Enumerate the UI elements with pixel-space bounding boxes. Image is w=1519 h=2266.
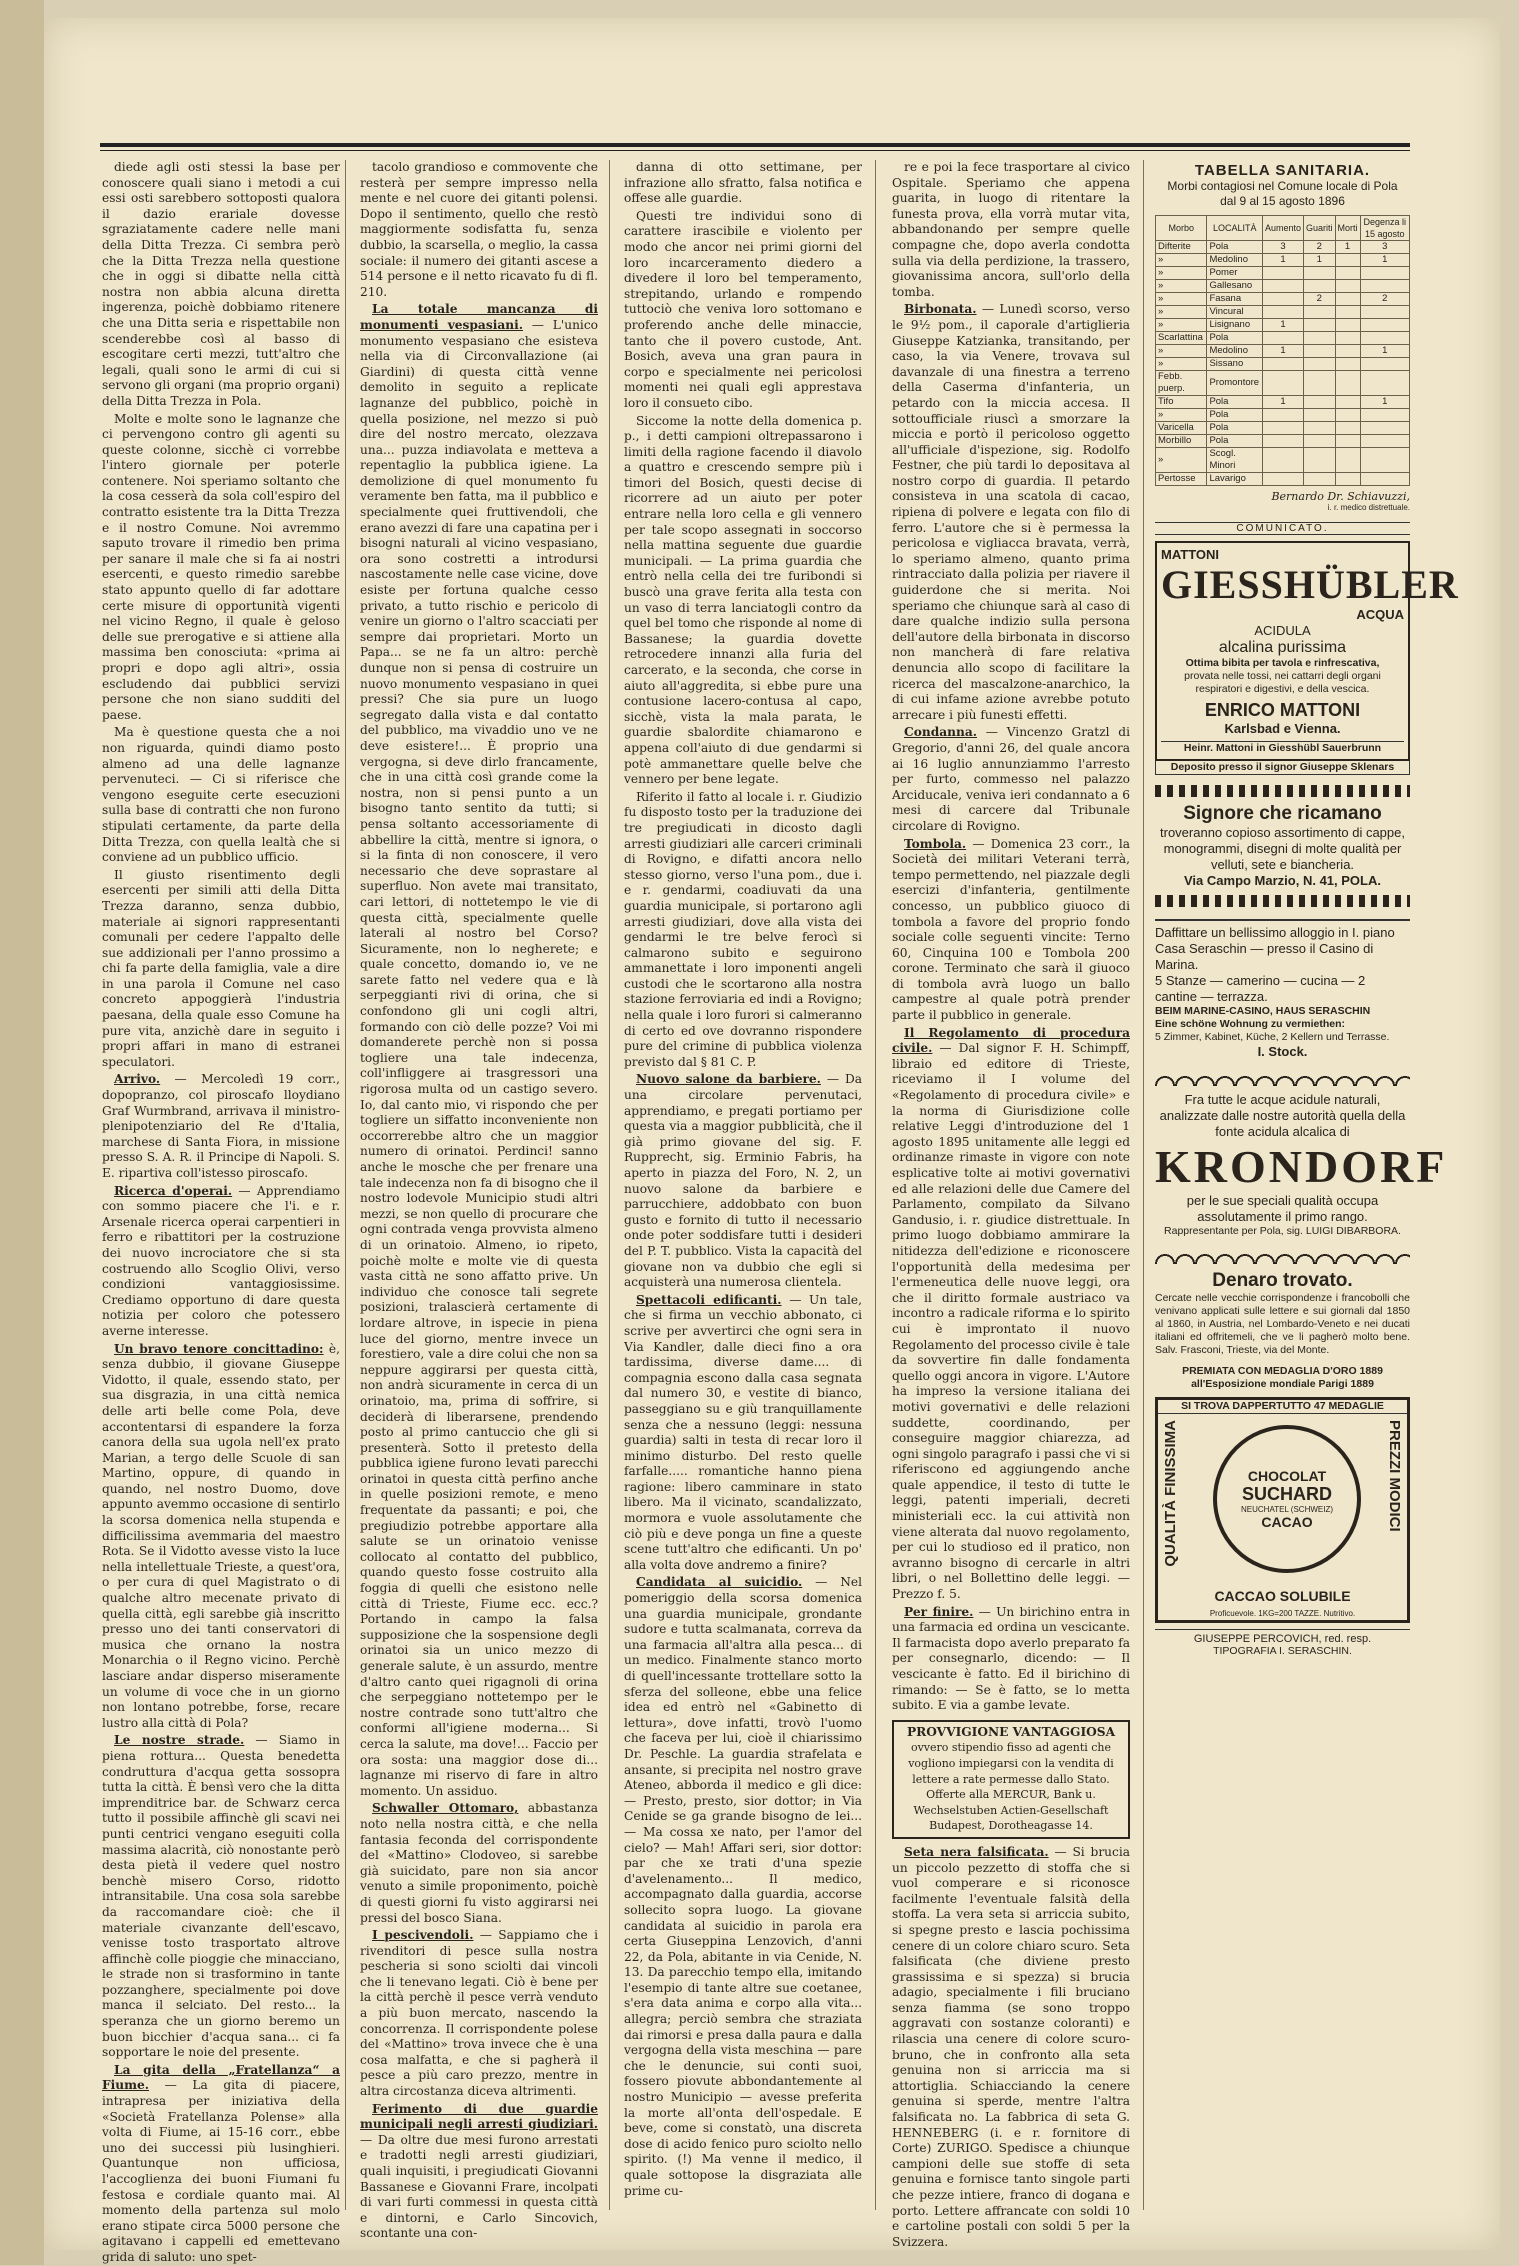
suchard-left: QUALITÀ FINISSIMA — [1162, 1420, 1179, 1567]
table-cell — [1262, 306, 1303, 319]
news-item-heading: La gita della „Fratellanza“ a Fiume. — [102, 2062, 340, 2093]
table-cell: » — [1156, 293, 1207, 306]
table-cell: » — [1156, 448, 1207, 473]
column-1 — [102, 160, 341, 2264]
suchard-top: SI TROVA DAPPERTUTTO 47 MEDAGLIE — [1158, 1400, 1407, 1414]
table-cell — [1262, 332, 1303, 345]
suchard-c1: CHOCOLAT — [1247, 1468, 1327, 1484]
mattoni-line: Heinr. Mattoni in Giesshübl Sauerbrunn — [1161, 741, 1404, 755]
editor-line: GIUSEPPE PERCOVICH, red. resp. — [1155, 1629, 1410, 1645]
news-item-text: — Mercoledì 19 corr., dopopranzo, col piroscafo lloydiano Graf Wurmbrand, arrivava il ministro-plenipotenziario del Re d'Italia, marchese di Santa Fiora, in missione presso S. A. R. il Principe di Napoli. S. E. ripartiva coll'istesso piroscafo. — [102, 1072, 340, 1180]
table-cell — [1335, 267, 1360, 280]
affitto-line: 5 Zimmer, Kabinet, Küche, 2 Kellern und Terrasse. — [1155, 1031, 1390, 1043]
news-item — [892, 1605, 1130, 1714]
mattoni-line: Karlsbad e Vienna. — [1224, 721, 1341, 736]
table-cell: 1 — [1262, 254, 1303, 267]
table-cell — [1335, 409, 1360, 422]
table-row — [1156, 396, 1410, 409]
news-item-heading: I pescivendoli. — [372, 1928, 474, 1943]
table-cell — [1304, 267, 1336, 280]
suchard-prem: PREMIATA CON MEDAGLIA D'ORO 1889 all'Esposizione mondiale Parigi 1889 — [1182, 1365, 1383, 1390]
table-cell: » — [1156, 306, 1207, 319]
suchard-c2: SUCHARD — [1242, 1484, 1332, 1504]
table-cell — [1262, 409, 1303, 422]
table-cell: Difterite — [1156, 241, 1207, 254]
table-cell — [1360, 319, 1409, 332]
table-cell — [1335, 345, 1360, 358]
table-cell: Pola — [1207, 409, 1263, 422]
table-header-cell: LOCALITÀ — [1207, 216, 1263, 241]
table-row — [1156, 473, 1410, 486]
news-item-text: — L'unico monumento vespasiano che esisteva nella via di Circonvallazione (ai Giardini) di questa città venne demolito in seguito a replicate lagnanze del pubblico, poichè in quella posizione, nel mezzo si può dire del nostro mercato, olezzava una... puzza indiavolata e metteva a repentaglio la pubblica igiene. La demolizione di quel monumento fu veramente ben fatta, ma il pubblico e specialmente quei fruttivendoli, che erano avezzi di fare una capatina per i bisogni naturali al vicino vespasiano, ora sono costretti a introdursi nascostamente nelle case vicine, dove esiste per fortuna qualche cesso privato, a tutto rischio e pericolo di venire un giorno o l'altro scacciati per sempre dai proprietari. Morto un Papa... se ne fa un altro: perchè dunque non si pensa di costruire un nuovo monumento vespasiano in quei pressi? Che sia pure un luogo segregato dalla vista e dal contatto del pubblico, ma vivaddio uno ve ne deve esistere!... È proprio una vergogna, si deve dirlo francamente, che in una città così grande come la nostra, non si pensi punto a un bisogno tanto sentito da tutti; si pensa soltanto accessoriamente di abbellire la città, mentre si ignora, o si la finta di non conoscere, il vero necessario che deve soprastare al superfluo. Non avete mai transitato, cari lettori, di nottetempo le vie di questa città, specialmente quelle laterali al nostro bel Corso? Sicuramente, non lo negherete; e quale concetto, domando io, ve ne sarete fatto nel vedere qua e là serpeggianti rivi di orina, che si confondono gli uni cogli altri, formando con ciò delle pozze? Voi mi domanderete perchè non si possa togliere una tale indecenza, coll'infliggere ai trasgressori una rigorosa multa od un castigo severo. Io, dal canto mio, vi rispondo che per togliere un siffatto inconveniente non occorrerebbe altro che un maggior numero di orinatoi. Perdinci! sanno anche le mosche che per frenare una tale indecenza non fa di bisogno che il nostro lodevole Municipio studi altri mezzi, se non quello di procurare che ogni contrada venga provvista almeno di un orinatoio. Almeno, io ripeto, poichè molte e molte vie di questa vasta città ne sono affatto prive. Un individuo che conosce tali segrete posizioni, tralascierà certamente di lordare altrove, in ispecie in piena luce del giorno, mentre invece un forestiero, vale a dire colui che non sa neppure aggirarsi per questa città, non andrà sicuramente in cerca di un orinatoio, ma, prima di soffrire, si deciderà di liberarsene, prendendo posto al primo cantuccio che gli si presenterà. Sotto il pretesto della pubblica igiene furono levati parecchi orinatoi in questa città perfino anche in quelle posizioni remote, e meno frequentate da passanti; e poi, che pregiudizio potrebbe apportare alla salute se un orinatoio venisse collocato al contatto del pubblico, quando questo fosse costruito alla foggia di quelli che esistono nelle città di Trieste, Fiume ecc. ecc.? Portando in campo la falsa supposizione che la sospensione degli orinatoi sia un unico mezzo di generale salute, è un assurdo, mentre d'altro canto quei rigagnoli di orina che serpeggiano nottetempo per le nostre contrade sono tutt'altro che conformi all'igiene moderna... Si cerca la salute, ma dove!... Faccio per ora sosta: una maggior dose di... lagnanze mi riservo di fare in altro momento. Un assiduo. — [360, 317, 599, 1798]
table-cell — [1335, 319, 1360, 332]
news-item-heading: Ferimento di due guardie municipali negli arresti giudiziari. — [360, 2101, 598, 2132]
table-cell: Pertosse — [1156, 473, 1207, 486]
column-4 — [892, 160, 1130, 2249]
article-paragraph: tacolo grandioso e commovente che resterà per sempre impresso nella mente e nel cuore dei gitanti polensi. Dopo il sentimento, quello che restò maggiormente sodisfatta fu, senza dubbio, la scarsella, o meglio, la cassa sociale: il numero dei gitanti ascese a 514 persone e il netto ricavato fu di fl. 210. — [360, 160, 598, 299]
table-cell: » — [1156, 345, 1207, 358]
krondorf-text: per le sue speciali qualità occupa assolutamente il primo rango. — [1186, 1193, 1379, 1224]
table-row — [1156, 306, 1410, 319]
sanitary-table-subtitle: Morbi contagiosi nel Comune locale di Pola — [1167, 179, 1398, 193]
table-cell: » — [1156, 409, 1207, 422]
signature-title: i. r. medico distrettuale. — [1327, 503, 1410, 512]
table-row — [1156, 293, 1410, 306]
table-cell — [1360, 371, 1409, 396]
table-cell — [1335, 422, 1360, 435]
ornament-divider — [1155, 785, 1410, 797]
table-cell: » — [1156, 358, 1207, 371]
table-header-cell: Morti — [1335, 216, 1360, 241]
article-paragraph: Ma è questione questa che a noi non riguarda, quindi diamo posto almeno ad una delle lagnanze pervenuteci. — Ci si riferisce che vengono eseguite certe esecuzioni sulla base di contratti che non furono stipulati certamente, da parte della Ditta Trezza, con quella lealtà che si conviene ad un pubblico ufficio. — [102, 725, 340, 865]
table-cell: » — [1156, 319, 1207, 332]
news-item — [624, 1575, 862, 2199]
table-row — [1156, 358, 1410, 371]
table-cell: 2 — [1304, 293, 1336, 306]
table-cell: Tifo — [1156, 396, 1207, 409]
news-item-text: — Vincenzo Gratzl di Gregorio, d'anni 26, del quale ancora ai 16 luglio annunziammo l'arresto per furto, commesso nel palazzo Arciducale, veniva ieri condannato a 6 mesi di carcere dal Tribunale circolare di Rovigno. — [892, 725, 1130, 833]
table-header-cell: Aumento — [1262, 216, 1303, 241]
table-row — [1156, 409, 1410, 422]
table-cell — [1335, 280, 1360, 293]
article-paragraph: danna di otto settimane, per infrazione allo sfratto, falsa notifica e offese alle guardie. — [624, 160, 862, 206]
table-cell: 2 — [1360, 293, 1409, 306]
news-item-text: — Sappiamo che i rivenditori di pesce sulla nostra pescheria si sono sciolti dai vincoli che li tenevano legati. Ciò è bene per la città perchè il pesce verrà venduto a più buon mercato, nascendo la concorrenza. Il corrispondente polese del «Mattino» trova invece che è una cosa malfatta, e che si pagherà il pesce a più caro prezzo, mentre in altra circostanza diceva altrimenti. — [360, 1928, 598, 2099]
ornament-divider — [1155, 895, 1410, 907]
mattoni-line: provata nelle tossi, nei cattarri degli organi respiratori e digestivi, e della vescica. — [1184, 670, 1381, 695]
article-paragraph: Questi tre individui sono di carattere irascibile e violento per modo che ancor nei primi giorni del loro incarceramento diedero a divedere il loro bel temperamento, strepitando, urlando e rompendo tuttociò che veniva loro sottomano e proferendo anche delle minaccie, tanto che il povero custode, Ant. Bosich, aveva una gran paura in corpo e specialmente nei pericolosi momenti nei quali egli apprestava loro il consueto cibo. — [624, 208, 862, 410]
news-item — [892, 1845, 1130, 2250]
table-cell — [1335, 358, 1360, 371]
mattoni-ad — [1155, 541, 1459, 761]
signature: Bernardo Dr. Schiavuzzi, — [1271, 490, 1410, 503]
mattoni-line: ACQUA — [1356, 607, 1404, 622]
table-cell: Pola — [1207, 422, 1263, 435]
ornament-wave — [1155, 1244, 1410, 1264]
table-cell — [1304, 345, 1336, 358]
news-item — [892, 302, 1130, 723]
column-3 — [624, 160, 862, 2220]
table-cell — [1304, 306, 1336, 319]
article-paragraph: re e poi la fece trasportare al civico Ospitale. Speriamo che appena guarita, in luogo di ritentare la funesta prova, ella vorrà mutar vita, abbandonando per sempre quelle compagne che, dopo averla condotta sulla via della perdizione, la trassero, giovanissima ancora, sull'orlo della tomba. — [892, 160, 1130, 299]
table-cell — [1360, 409, 1409, 422]
table-cell: Fasana — [1207, 293, 1263, 306]
page-edge — [0, 0, 44, 2265]
suchard-ad — [1155, 1397, 1410, 1623]
news-item — [892, 837, 1130, 1024]
news-item-heading: Un bravo tenore concittadino: — [114, 1341, 324, 1356]
news-item-text: — Da una circolare pervenutaci, apprendiamo, e pregati portiamo per questa via a maggior pubblicità, che il già primo giovane del sig. F. Rupprecht, sig. Erminio Fabris, ha aperto in piazza del Foro, N. 2, un nuovo salone da barbiere e parrucchiere, addobbato con buon gusto e fornito di tutto il necessario onde poter soddisfare tutti i desideri del P. T. pubblico. Vista la capacità del giovane non va dubbio che egli si acquisterà una numerosa clientela. — [624, 1072, 862, 1290]
table-cell — [1304, 422, 1336, 435]
table-cell: Pola — [1207, 332, 1263, 345]
table-cell: Sissano — [1207, 358, 1263, 371]
table-row — [1156, 371, 1410, 396]
sanitary-table-title: TABELLA SANITARIA. — [1194, 162, 1371, 179]
table-cell: Lisignano — [1207, 319, 1263, 332]
news-item — [102, 1184, 340, 1340]
sanitary-table-dates: dal 9 al 15 agosto 1896 — [1220, 194, 1345, 208]
news-item-heading: Schwaller Ottomaro, — [372, 1801, 519, 1816]
news-item-heading: Condanna. — [904, 725, 977, 740]
table-cell: 1 — [1262, 319, 1303, 332]
table-cell: 2 — [1304, 241, 1336, 254]
news-item-heading: Le nostre strade. — [114, 1733, 245, 1748]
table-cell — [1304, 409, 1336, 422]
news-item — [102, 1342, 340, 1732]
news-item-heading: Candidata al suicidio. — [636, 1575, 803, 1590]
news-item-text: — Lunedì scorso, verso le 9½ pom., il caporale d'artiglieria Giuseppe Katzianka, transitando, per caso, la via Venere, trovava sul davanzale di una finestra a terreno della Caserma d'infanteria, un petardo con la miccia accesa. Il sottoufficiale riuscì a smorzare la miccia e portò il pericoloso oggetto all'ufficiale d'ispezione, sig. Rodolfo Festner, che più tardi lo depositava al nostro corpo di guardia. Il petardo consisteva in una scatola di cacao, ripiena di polvere e legata con filo di ferro. L'autore che si è permessa la pericolosa e vigliacca bravata, verrà, lo speriamo almeno, quanto prima rintracciato dalla polizia per riavere il guiderdone che si merita. Noi speriamo che chiunque sarà al caso di dare qualche indizio sulla persona dell'autore della birbonata in discorso non mancherà di fare relativa denuncia allo scopo di facilitare la ricerca del mascalzone-anarchico, la di cui infame azione avrebbe potuto arrecare i più funesti effetti. — [892, 302, 1130, 722]
mattoni-line: ACIDULA — [1254, 623, 1311, 638]
article-paragraph: Riferito il fatto al locale i. r. Giudizio fu disposto tosto per la traduzione dei tre pregiudicati in dicosto dagli arresti giudiziari alle carceri criminali di Rovigno, e difatti ancora nello stesso giorno, verso l'una pom., due i. e r. gendarmi, coadiuvati da una guardia municipale, si portarono agli arresti giudiziari, dove alla vista dei gendarmi le tre belve ferocì si calmarono subito e seguirono ammanettate i loro imponenti angeli custodi che le scortarono alla nostra stazione ferroviaria ed indi a Rovigno; nella quale i loro furori si calmeranno di certo ed ove dovranno rispondere pure del crimine di pubblica violenza previsto dal § 81 C. P. — [624, 789, 862, 1069]
provvigione-text: ovvero stipendio fisso ad agenti che vogliono impiegarsi con la vendita di lettere a rate permesse dallo Stato. Offerte alla MERCUR, Bank u. Wechselstuben Actien-Gesellschaft Budapest, Dorotheagasse 14. — [908, 1741, 1114, 1833]
table-row — [1156, 345, 1410, 358]
table-header-cell: Degenza li 15 agosto — [1360, 216, 1409, 241]
giesshubler-logo: GIESSHÜBLER — [1161, 562, 1459, 607]
news-item-heading: Ricerca d'operai. — [114, 1183, 233, 1198]
table-cell: 1 — [1335, 241, 1360, 254]
table-cell: Varicella — [1156, 422, 1207, 435]
news-item-text: — Nel pomeriggio della scorsa domenica una guardia municipale, grondante sudore e tutta scalmanata, correva da una farmacia all'altra alla pesca... di un medico. Finalmente stanco morto di quell'incessante trottellare sotto la sferza del solleone, ebbe una felice idea ed entrò nel «Gabinetto di lettura», dove infatti, trovò l'uomo che faceva per lui, cioè il chiarissimo Dr. Peschle. La guardia strafelata e ansante, si precipita nel nostro grave Ateneo, abborda il medico e gli dice: — Presto, presto, sior dottor; in Via Cenide se ga grande bisogno de lei... — Ma cossa xe nato, per l'amor del cielo? — Mah! Affari seri, sior dottor: par che xe trati d'una spezie d'avelenamento... Il medico, accompagnato dalla guardia, accorse sollecito sopra luogo. La giovane candidata al suicidio in parola era certa Giuseppina Lenzovich, d'anni 22, da Pola, abitante in via Cenide, N. 13. Da parecchio tempo ella, imitando l'esempio di tante altre sue coetanee, s'era data anima e corpo alla vita... allegra; perciò sembra che straziata dai rimorsi e presa dalla paura e dalla vergogna della vista meschina — pare che le denuncie, sui conti suoi, fossero piovute abbondantemente al nostro Municipio — avesse preferita la morte all'onta dell'ospedale. E beve, come si constatò, una discreta dose di acido fenico puro sciolto nello spirito. (!) Ma venne il medico, il quale sottopose la disgraziata alle prime cu- — [624, 1575, 862, 2198]
table-cell — [1360, 448, 1409, 473]
column-separator — [875, 160, 876, 2210]
table-cell: 1 — [1360, 345, 1409, 358]
table-cell: Febb. puerp. — [1156, 371, 1207, 396]
table-cell — [1335, 396, 1360, 409]
news-item-text: — Si brucia un piccolo pezzetto di stoffa che si vuol comperare e si riconosce facilmente l'eventuale falsità della stoffa. La vera seta si arriccia subito, si spegne presto e lascia pochissima cenere di un colore chiaro scuro. Seta falsificata (che diviene presto grassissima e si spezza) si brucia adagio, specialmente i fili bruciano senza fiamma (se sono troppo aggravati con sostanze coloranti) e rilascia una cenere di colore scuro-bruno, che in confronto alla seta genuina non si arriccia ma si attortiglia. Schiacciando la cenere genuina si sperde, mentre l'altra falsificata no. La fabbrica di seta G. HENNEBERG (i. e r. fornitore di Corte) ZURIGO. Spedisce a chiunque campioni delle sue stoffe di seta genuina e fornisce tanto singole parti che pezze intiere, franco di dogana e porto. Lettere affrancate con soldi 10 e cartoline postali con soldi 5 per la Svizzera. — [892, 1844, 1130, 2249]
article-paragraph: Molte e molte sono le lagnanze che ci pervengono contro gli agenti su queste colonne, sicchè ci vorrebbe l'intero giornale per poterle contenere. Noi speriamo soltanto che la cosa cesserà da sola coll'espiro del contratto esistente tra la Ditta Trezza e il nostro Comune. Noi avremmo saputo trovare il rimedio ben prima per sanare il male che si fa ai nostri esercenti, e questo rimedio sarebbe stato appunto quello di far adottare certe misure di opportunità vigenti nel vicino Regno, il quale è geloso delle sue prerogative e si attiene alla massima ben conosciuta: «prima ai propri e dopo agli altri», ossia escludendo dai pubblici servizi persone che non siano sudditi del paese. — [102, 411, 340, 722]
ricamo-address: Via Campo Marzio, N. 41, POLA. — [1184, 873, 1381, 888]
table-row — [1156, 422, 1410, 435]
top-rule-thin — [100, 150, 1410, 151]
table-row — [1156, 280, 1410, 293]
suchard-seal — [1213, 1425, 1361, 1573]
table-cell: Pola — [1207, 241, 1263, 254]
table-cell — [1304, 435, 1336, 448]
news-item-heading: Il Regolamento di procedura civile. — [892, 1025, 1130, 1056]
news-item — [624, 1072, 862, 1290]
table-cell: Promontore — [1207, 371, 1263, 396]
affitto-line: I. Stock. — [1257, 1044, 1308, 1059]
table-cell — [1262, 435, 1303, 448]
table-cell — [1335, 473, 1360, 486]
table-cell: Vincural — [1207, 306, 1263, 319]
table-cell: Scogl. Minori — [1207, 448, 1263, 473]
suchard-bottom2: Proficuevole. 1KG=200 TAZZE. Nutritivo. — [1209, 1609, 1356, 1618]
table-cell: 3 — [1360, 241, 1409, 254]
table-row — [1156, 254, 1410, 267]
table-row — [1156, 448, 1410, 473]
table-cell — [1262, 358, 1303, 371]
article-paragraph: diede agli osti stessi la base per conoscere quali siano i metodi a cui essi osti sarebbero sottoposti qualora il dazio erariale dovesse sgraziatamente cadere nelle mani della Ditta Trezza. Ci sembra però che la Ditta Trezza nella questione che in oggi si dibatte nella città nostra non abbia alcuna diretta ingerenza, poichè dobbiamo ritenere che una Ditta seria e rispettabile non scenderebbe così al basso di escogitare certi mezzi, tutt'altro che legali, quali sono le armi di cui si servono gli organi (ma proprio organi) della Ditta Trezza in Pola. — [102, 160, 340, 408]
mattoni-line: Ottima bibita per tavola e rinfrescativa, — [1185, 657, 1380, 669]
suchard-c3: NEUCHATEL (SCHWEIZ) — [1241, 1505, 1333, 1514]
news-item — [102, 2063, 340, 2266]
news-item — [360, 302, 598, 1799]
article-paragraph: Il giusto risentimento degli esercenti per simili atti della Ditta Trezza daranno, senza dubbio, materiale ai signori rappresentanti comunali per cedere l'appalto delle sue addizionali per l'anno prossimo a chi fa parte della famiglia, vale a dire in una parola il Comune nel caso concreto appoggierà l'industria paesana, della quale esso Comune ha pure vita, anzichè dare in seguito i propri affari in mano di estranei speculatori. — [102, 867, 340, 1069]
affitto-line: BEIM MARINE-CASINO, HAUS SERASCHIN — [1155, 1005, 1371, 1017]
table-cell — [1304, 319, 1336, 332]
table-cell: 1 — [1360, 396, 1409, 409]
table-cell: Pola — [1207, 435, 1263, 448]
news-item-text: — Siamo in piena rottura... Questa benedetta condruttura d'acqua getta sossopra tutta la città. È bensì vero che la ditta imprenditrice bar. de Schwarz cerca tutto il possibile affinchè gli scavi nei punti centrici vengano eseguiti colla massima alacrità, ciò nonostante però desta pietà il vedere quel nostro benchè misero Corso, ridotto intransitabile. Una cosa sola sarebbe da raccomandare cioè: che il materiale civanzante dell'escavo, venisse tosto trasportato altrove affinchè colle pioggie che minacciano, le strade non si trasformino in tante pozzanghere, specialmente poi dove manca il selciato. Del resto... la speranza che un giorno beremo un buon bicchier d'acqua sana... ci fa sopportare le noie del presente. — [102, 1733, 341, 2060]
provvigione-title: PROVVIGIONE VANTAGGIOSA — [906, 1724, 1116, 1739]
news-item — [892, 725, 1130, 834]
krondorf-rep: Rappresentante per Pola, sig. LUIGI DIBARBORA. — [1164, 1225, 1401, 1237]
table-cell — [1335, 332, 1360, 345]
table-cell — [1304, 396, 1336, 409]
news-item-text: — Un birichino entra in una farmacia ed ordina un vescicante. Il farmacista dopo averlo preparato fa per consegnarlo, dicendo: — Il vescicante è fatto. Ed il birichino di rimando: — Se è fatto, se lo metta subito. E via a gambe levate. — [892, 1604, 1130, 1713]
printer-line: TIPOGRAFIA I. SERASCHIN. — [1213, 1645, 1352, 1657]
table-cell — [1262, 267, 1303, 280]
news-item-text: — Dal signor F. H. Schimpff, libraio ed editore di Trieste, riceviamo il I volume del «Regolamento di procedura civile» e la norma di Giurisdizione colle relative Leggi d'introduzione del 1 agosto 1895 unitamente alle leggi ed ordinanze rimaste in vigore con note esplicative tolte ai motivi governativi ed alle relazioni delle due Camere del Parlamento, compilato da Silvano Gandusio, i. r. giudice distrettuale. In primo luogo dobbiamo ammirare la nitidezza dell'edizione e riconoscere l'opportunità della medesima per l'ermeneutica delle nuove leggi, ora che il diritto formale austriaco va incontro a radicale riforma e lo spirito cui è improntato il nuovo Regolamento del processo civile è tale da sovvertire fin dalle fondamenta quello oggi ancora in vigore. L'Autore ha impreso la versione italiana dei motivi governativi e delle relazioni suddette, coordinando, per conseguire maggior chiarezza, ad ogni singolo paragrafo i passi che vi si riferiscono ed aggiungendo anche quale appendice, il testo di tutte le leggi, patenti imperiali, decreti ministeriali ecc. la cui attività non viene alterata dal nuovo regolamento, per cui lo studioso ed il pratico, non avranno bisogno di cercarle in altri libri, o nel Bollettino delle leggi. — Prezzo f. 5. — [892, 1041, 1130, 1602]
news-item-heading: Seta nera falsificata. — [904, 1844, 1049, 1859]
table-header-cell: Morbo — [1156, 216, 1207, 241]
ricamo-text: troveranno copioso assortimento di cappe, monogrammi, disegni di molte qualità per velluti, sete e biancheria. — [1160, 825, 1405, 872]
top-rule — [100, 143, 1410, 147]
table-cell — [1262, 293, 1303, 306]
table-cell: » — [1156, 280, 1207, 293]
news-item-text: — Un tale, che si firma un vecchio abbonato, ci scrive per avvertirci che ogni sera in Via Kandler, dalle dieci fino a ora tardissima, diverse dame.... di compagnia escono dalla casa segnata dal numero 30, e vestite di bianco, passeggiano su e giù tranquillamente senza che a nessuno (leggi: nessuna guardia) salti in testa di recar loro il minimo disturbo. Del resto quelle farfalle..... romantiche hanno piena ragione: libero camminare in stato libero. Ma il vicinato, scandalizzato, mormora e vuole assolutamente che ciò più e deve ponga un fine a queste scene tutt'altro che edificanti. Un po' alla volta dove andremo a finire? — [624, 1292, 862, 1572]
table-cell — [1360, 280, 1409, 293]
ricamo-title: Signore che ricamano — [1183, 803, 1382, 824]
table-cell: 1 — [1360, 254, 1409, 267]
table-cell — [1304, 358, 1336, 371]
news-item-heading: Arrivo. — [114, 1072, 161, 1087]
news-item — [102, 1733, 340, 2060]
news-item-heading: Tombola. — [904, 836, 967, 851]
article-paragraph: Siccome la notte della domenica p. p., i detti campioni oltrepassarono i limiti della ragione facendo il diavolo a quattro e crescendo sempre più i timori del Bosich, questi decise di ricorrere ad un aiuto per poter entrare nella loro cella e gli vennero per tale scopo assegnati in soccorso nella mattina seguente due guardie municipali. — La prima guardia che entrò nella cella dei tre furibondi si buscò una grave ferita alla testa con un vaso di terra lanciatogli contro da quel bel tomo che risponde al nome di Bassanese; la guardia dovette retrocedere innanzi alla furia del carcerato, e la seconda, che corse in aiuto all'aggredita, si ebbe pure una contusione lacero-contusa al capo, sicchè, vista la mala parata, le guardie sbalordite chiamarono e appena coll'aiuto di due gendarmi si potè ammanettare quelle belve che vennero per bene legate. — [624, 413, 862, 787]
table-cell — [1262, 448, 1303, 473]
sanitary-table — [1155, 215, 1410, 486]
table-cell — [1360, 473, 1409, 486]
news-item — [892, 1026, 1130, 1603]
table-cell — [1360, 358, 1409, 371]
table-cell: 1 — [1304, 254, 1336, 267]
table-cell: » — [1156, 267, 1207, 280]
table-cell — [1335, 293, 1360, 306]
mattoni-deposit: Deposito presso il signor Giuseppe Sklenars — [1155, 761, 1410, 775]
sidebar — [1155, 160, 1459, 2220]
table-cell: Pola — [1207, 396, 1263, 409]
column-separator — [345, 160, 346, 2210]
table-cell — [1360, 435, 1409, 448]
suchard-c4: CACAO — [1261, 1514, 1313, 1530]
table-row — [1156, 267, 1410, 280]
news-item-heading: Nuovo salone da barbiere. — [636, 1072, 821, 1087]
table-cell: 1 — [1262, 396, 1303, 409]
mattoni-line: alcalina purissima — [1218, 639, 1347, 656]
news-item-text: è, senza dubbio, il giovane Giuseppe Vidotto, il quale, essendo stato, per sua disgrazia, in una città nemica delle arti belle come Pola, deve accontentarsi di espandere la forza canora della sua ugola nell'ex prato Marian, a tergo delle Scuole di san Martino, oppure, di quando in quando, nel nostro Duomo, dove appunto avemmo occasione di sentirlo la scorsa domenica nella stupenda e difficilissima avemmaria del maestro Rota. Se il Vidotto avesse visto la luce nella intellettuale Trieste, a quest'ora, o per cura di quel Magistrato o di qualche altro mecenate privato di quella città, egli sarebbe già inscritto presso uno dei tanti conservatori di musica che ornano la nostra Monarchia o il Regno vicino. Perchè lasciare andar disperso miseramente un volume di voce che in un giorno non lontano potrebbe, forse, recare lustro alla città di Pola? — [102, 1341, 340, 1730]
table-cell — [1262, 371, 1303, 396]
denaro-text: Cercate nelle vecchie corrispondenze i francobolli che venivano applicati sulle lettere e sui giornali dal 1850 al 1860, in Austria, nel Lombardo-Veneto e nei ducati italiani ed offritemeli, che ve li pagherò molto bene. Salv. Frasconi, Trieste, via del Monte. — [1155, 1292, 1410, 1356]
news-item-heading: Spettacoli edificanti. — [636, 1292, 782, 1307]
table-cell — [1262, 280, 1303, 293]
krondorf-logo: KRONDORF — [1155, 1141, 1448, 1192]
news-item-text: — Domenica 23 corr., la Società dei militari Veterani terrà, tempo permettendo, nel piazzale degli esercizi d'infanteria, gentilmente concesso, un pubblico giuoco di tombola a favore del proprio fondo sociale colle seguenti vincite: Terno 60, Cinquina 100 e Tombola 200 corone. Terminato che sarà il giuoco di tombola avrà luogo un ballo campestre al quale potrà prender parte il pubblico in generale. — [892, 836, 1130, 1023]
table-cell: Medolino — [1207, 345, 1263, 358]
table-cell: Scarlattina — [1156, 332, 1207, 345]
mattoni-line: ENRICO MATTONI — [1204, 700, 1361, 720]
table-row — [1156, 241, 1410, 254]
table-cell — [1335, 435, 1360, 448]
table-cell — [1304, 448, 1336, 473]
table-cell: Pomer — [1207, 267, 1263, 280]
news-item — [360, 1801, 598, 1926]
table-row — [1156, 319, 1410, 332]
comunicato-header: COMUNICATO. — [1155, 522, 1410, 535]
provvigione-ad — [892, 1720, 1130, 1839]
news-item-text: — Da oltre due mesi furono arrestati e tradotti negli arresti giudiziari, quali inquisiti, i pregiudicati Giovanni Bassanese e Giovanni Frare, incolpati di vari furti commessi in questa città e dintorni, e Carlo Sincovich, scontante una con- — [360, 2132, 598, 2241]
table-cell — [1335, 254, 1360, 267]
news-item-text: — La gita di piacere, intrapresa per iniziativa della «Società Fratellanza Polense» alla volta di Fiume, ai 15-16 corr., ebbe uno dei successi più lusinghieri. Quantunque non ufficiosa, l'accoglienza dei buoni Fiumani fu festosa e cordiale quanto mai. Al momento della partenza sul molo erano stipate circa 5000 persone che agitavano i cappelli ed emettevano grida di saluto: uno spet- — [102, 2078, 340, 2264]
mattoni-brand: MATTONI — [1161, 547, 1220, 562]
ornament-wave — [1155, 1066, 1410, 1086]
table-cell: Lavarigo — [1207, 473, 1263, 486]
table-cell — [1360, 267, 1409, 280]
table-cell: 1 — [1262, 345, 1303, 358]
column-separator — [609, 160, 610, 2210]
affitto-title: Daffittare un bellissimo alloggio in I. piano — [1155, 925, 1395, 940]
table-cell: » — [1156, 254, 1207, 267]
affitto-line: Casa Seraschin — presso il Casino di Marina. — [1155, 941, 1374, 972]
table-cell — [1304, 332, 1336, 345]
table-row — [1156, 332, 1410, 345]
suchard-bottom: CACCAO SOLUBILE — [1214, 1588, 1351, 1604]
news-item-heading: Birbonata. — [904, 302, 977, 317]
table-cell — [1304, 473, 1336, 486]
table-cell — [1360, 306, 1409, 319]
table-header-cell: Guariti — [1304, 216, 1336, 241]
denaro-title: Denaro trovato. — [1212, 1270, 1353, 1291]
news-item-text: abbastanza noto nella nostra città, e che nella fantasia feconda del corrispondente del «Mattino» Clodoveo, si sarebbe già suicidato, pare non sia ancor venuto a simile proponimento, poichè di questi giorni fu visto aggirarsi nei pressi del bosco Siana. — [360, 1801, 598, 1925]
table-row — [1156, 435, 1410, 448]
krondorf-intro: Fra tutte le acque acidule naturali, analizzate dalle nostre autorità quella della fonte acidula alcalica di — [1159, 1092, 1406, 1139]
suchard-right: PREZZI MODICI — [1386, 1420, 1403, 1532]
table-cell — [1335, 448, 1360, 473]
news-item — [360, 1928, 598, 2100]
news-item — [624, 1293, 862, 1574]
table-cell — [1335, 371, 1360, 396]
table-cell: 3 — [1262, 241, 1303, 254]
news-item — [360, 2102, 598, 2242]
table-cell — [1304, 280, 1336, 293]
table-cell: Medolino — [1207, 254, 1263, 267]
affitto-line: 5 Stanze — camerino — cucina — 2 cantine — terrazza. — [1155, 973, 1366, 1004]
table-cell — [1360, 332, 1409, 345]
news-item-heading: Per finire. — [904, 1604, 974, 1619]
table-cell — [1262, 422, 1303, 435]
news-item — [102, 1072, 340, 1181]
news-item-heading: La totale mancanza di monumenti vespasiani. — [360, 302, 598, 332]
column-separator — [1143, 160, 1144, 2210]
column-2 — [360, 160, 599, 2241]
affitto-line: Eine schöne Wohnung zu vermiethen: — [1155, 1018, 1345, 1030]
table-cell: Morbillo — [1156, 435, 1207, 448]
table-cell: Gallesano — [1207, 280, 1263, 293]
table-cell — [1262, 473, 1303, 486]
table-cell — [1304, 371, 1336, 396]
news-item-text: — Apprendiamo con sommo piacere che l'i. e r. Arsenale ricerca operai carpentieri in ferro e ribattitori per la costruzione dei nuovo incrociatore che si sta costruendo allo Scoglio Olivi, verso condizioni vantaggiosissime. Crediamo opportuno di dare questa notizia per coloro che potessero averne interesse. — [102, 1183, 341, 1338]
table-cell — [1360, 422, 1409, 435]
table-cell — [1335, 306, 1360, 319]
